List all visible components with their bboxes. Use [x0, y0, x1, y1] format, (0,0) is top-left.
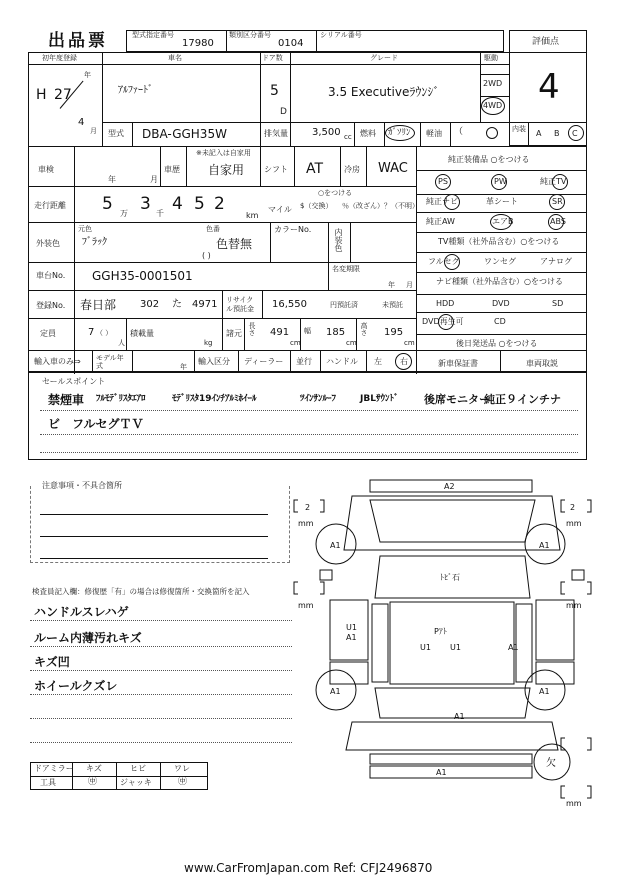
note-line-3: キズ凹: [34, 655, 70, 669]
mileage-man: 万: [120, 209, 128, 218]
ac-label: 冷房: [344, 165, 360, 174]
equip-abs: ABS: [550, 217, 566, 226]
mark-roof: Pｱﾄ: [434, 627, 447, 636]
handle-label: ハンドル: [326, 357, 358, 366]
equip-leather: 革シート: [486, 197, 518, 206]
mark-left-slide: U1: [420, 643, 431, 652]
legend-jack-mark: ㊥: [178, 777, 188, 787]
capacity-value: 7: [88, 327, 95, 338]
namechg-label: 名変期限: [332, 265, 360, 273]
equip-aw: 純正AW: [426, 217, 455, 226]
color-label: 外装色: [36, 239, 60, 248]
mark-fr-tire: A1: [539, 541, 550, 550]
doors-label: ドア数: [262, 54, 283, 62]
nav-dvdplay: DVD再生可: [422, 317, 464, 326]
mileage-opt-2: ％（改ざん）: [342, 202, 384, 210]
color-orig-label: 元色: [78, 225, 92, 233]
reg-month-unit: 月: [90, 127, 97, 135]
kind-label: 車歴: [164, 165, 180, 174]
car-name-label: 車名: [168, 54, 182, 62]
mileage-digit-2: 3: [140, 194, 151, 214]
type-label: 型式指定番号: [132, 31, 174, 39]
car-diagram: [290, 470, 620, 810]
chassis-no: GGH35-0001501: [92, 269, 193, 283]
inspect-year: 年: [108, 175, 116, 184]
fr-mm-two: 2: [570, 503, 576, 512]
fr-mm: mm: [566, 519, 582, 528]
capacity-person: 人: [118, 339, 125, 347]
equip-sr: SR: [552, 197, 563, 206]
oil-paren: （: [454, 127, 464, 137]
note-line-4: ホイールクズレ: [34, 679, 118, 693]
kind-note: ※未記入は自家用: [196, 149, 251, 157]
equip-title: 純正装備品 ○をつける: [448, 155, 530, 164]
door-type: D: [280, 107, 287, 117]
serial-label: シリアル番号: [320, 31, 362, 39]
namechg-year: 年: [388, 281, 395, 289]
parallel: 並行: [296, 357, 312, 366]
handle-right-circle: [395, 353, 412, 370]
sheet-title: 出品票: [48, 31, 108, 51]
equip-tv: 純正TV: [540, 177, 567, 186]
int-color-label: 内装色: [334, 228, 343, 252]
sales-label: セールスポイント: [42, 377, 106, 386]
mr-mm: mm: [566, 601, 582, 610]
sales-item-4: ﾂｲﾝｻﾝﾙｰﾌ: [300, 394, 337, 404]
tv-title: TV種類（社外品含む）○をつける: [438, 237, 560, 246]
fuel-label: 燃料: [360, 129, 376, 138]
sales-item-1: 禁煙車: [48, 393, 85, 407]
inspector-label: 検査員記入欄：修復歴「有」の場合は修復箇所・交換箇所を記入: [32, 587, 250, 596]
color-no-label: 色番: [206, 225, 220, 233]
legend-crack: ヒビ: [130, 764, 146, 773]
dealer: ディーラー: [244, 357, 284, 366]
fl-mm: mm: [298, 519, 314, 528]
mark-left-side-1: U1: [346, 623, 357, 632]
mileage-unit: km: [246, 211, 259, 220]
equip-nav-circle: [444, 194, 460, 210]
plate-number: 4971: [192, 299, 218, 310]
shift-label: シフト: [264, 165, 288, 174]
equip-ps-circle: [435, 174, 451, 190]
kind: 自家用: [208, 163, 245, 177]
interior-a: A: [536, 129, 542, 138]
fuel-circle: [385, 125, 415, 141]
mileage-label: 走行距離: [34, 201, 66, 210]
legend-jack: ジャッキ: [120, 778, 152, 787]
note-line-2: ルーム内薄汚れキズ: [34, 631, 142, 645]
mark-rr-tire: A1: [539, 687, 550, 696]
handle-right: 右: [400, 357, 408, 366]
plate-area: 春日部: [80, 298, 117, 312]
tv-fullseg: フルセグ: [428, 257, 460, 266]
reg-year-unit: 年: [84, 71, 91, 79]
grade-label: グレード: [370, 54, 398, 62]
height-unit: cm: [404, 339, 415, 347]
nav-cd: CD: [494, 317, 506, 326]
tv-fullseg-circle: [444, 254, 460, 270]
mileage-digit-3: 4: [172, 194, 183, 214]
mark-windshield: ﾄﾋﾞ石: [440, 573, 460, 582]
rr-mm: mm: [566, 799, 582, 808]
equip-pw: PW: [494, 177, 507, 186]
capacity-paren: （ ）: [96, 329, 113, 337]
length-label: 長さ: [248, 322, 256, 336]
class-number: 0104: [278, 38, 304, 49]
drive-4wd: 4WD: [483, 101, 503, 110]
notes-box: [30, 486, 290, 563]
import-label: 輸入車のみ⇒: [34, 357, 81, 366]
equip-airbag: エアB: [492, 217, 514, 226]
length: 491: [270, 327, 290, 338]
mileage-sen: 千: [156, 209, 164, 218]
legend-break: ワレ: [174, 764, 190, 773]
recycle-note: 円預託済: [330, 301, 358, 309]
nav-dvd: DVD: [492, 299, 510, 308]
sales-item-6: 後席モニター: [424, 393, 490, 406]
mile-label: マイル: [268, 205, 292, 214]
class-label: 類別区分番号: [229, 31, 271, 39]
namechg-month: 月: [406, 281, 413, 289]
disp-unit: cc: [344, 133, 352, 141]
width-unit: cm: [346, 339, 357, 347]
score-value: 4: [538, 67, 560, 107]
nav-title: ナビ種類（社外品含む）○をつける: [436, 277, 563, 286]
interior-label: 内装: [512, 125, 526, 133]
mark-rl-tire: A1: [330, 687, 341, 696]
fuel-value: ｶﾞｿﾘﾝ: [388, 128, 411, 138]
plate-kana: た: [172, 299, 182, 310]
nav-dvdplay-circle: [438, 314, 454, 330]
reg-era: H: [36, 87, 47, 103]
fl-mm-two: 2: [305, 503, 311, 512]
length-unit: cm: [290, 339, 301, 347]
equip-sr-circle: [549, 194, 565, 210]
height: 195: [384, 327, 404, 338]
model-year-label: モデル年式: [96, 354, 124, 370]
disp-label: 排気量: [264, 129, 288, 138]
oil-circle: [486, 127, 498, 139]
import-cat-label: 輸入区分: [198, 357, 230, 366]
model-year-unit: 年: [180, 363, 187, 371]
mark-fl-tire: A1: [330, 541, 341, 550]
mark-right-slide: U1: [450, 643, 461, 652]
interior-b: B: [554, 129, 560, 138]
footer-ref: www.CarFromJapan.com Ref: CFJ2496870: [184, 861, 433, 875]
mark-left-side-2: A1: [346, 633, 357, 642]
drive-4wd-circle: [481, 97, 505, 115]
inspect-label: 車検: [38, 165, 54, 174]
car-name: ｱﾙﾌｧｰﾄﾞ: [118, 85, 153, 96]
mark-front-bumper: A2: [444, 482, 455, 491]
colorno-label: カラーNo.: [274, 225, 312, 234]
shift: AT: [306, 161, 324, 177]
mark-right-side: A1: [508, 643, 519, 652]
mileage-digit-4: 5: [194, 194, 205, 214]
equip-nav: 純正ナビ: [426, 197, 458, 206]
later-manual: 車両取説: [526, 359, 558, 368]
interior-c-circle: [568, 125, 584, 141]
tv-analog: アナログ: [540, 257, 572, 266]
equip-airbag-circle: [490, 214, 512, 230]
nav-hdd: HDD: [436, 299, 455, 308]
mileage-opt-label: ○をつける: [318, 189, 353, 197]
repaint: 色替無: [216, 237, 253, 251]
mileage-opt-3: ？（不明）: [384, 202, 419, 210]
legend-mirror: ドアミラー: [34, 764, 74, 773]
doors: 5: [270, 83, 279, 99]
inspect-month: 月: [150, 175, 158, 184]
note-line-1: ハンドルスレハゲ: [34, 605, 129, 619]
height-label: 高さ: [360, 322, 368, 336]
model-label: 型式: [108, 129, 124, 138]
load-kg: kg: [204, 339, 213, 347]
model: DBA-GGH35W: [142, 127, 227, 141]
plate-class: 302: [140, 299, 160, 310]
drive-2wd: 2WD: [483, 79, 503, 88]
mark-missing: 欠: [546, 758, 556, 769]
reg-label: 初年度登録: [42, 54, 77, 62]
color-paren: ( ): [202, 251, 211, 260]
later-title: 後日発送品 ○をつける: [456, 339, 538, 348]
plate-label: 登録No.: [36, 301, 66, 310]
handle-left: 左: [374, 357, 382, 366]
mark-rear-bumper: A1: [436, 768, 447, 777]
sales-item-3: ﾓﾃﾞﾘｽﾀ19ｲﾝﾁｱﾙﾐﾎｲｰﾙ: [172, 394, 257, 404]
load-label: 積載量: [130, 329, 154, 338]
score-label: 評価点: [532, 37, 560, 47]
ac: WAC: [378, 161, 408, 176]
ml-mm: mm: [298, 601, 314, 610]
oil-label: 軽油: [426, 129, 442, 138]
dim-label: 諸元: [226, 329, 242, 338]
recycle-label: リサイクル預託金: [226, 296, 254, 313]
mileage-digit-5: 2: [214, 194, 225, 214]
notes-label: 注意事項・不具合箇所: [42, 481, 122, 490]
later-warranty: 新車保証書: [438, 359, 478, 368]
legend-scratch: キズ: [86, 764, 102, 773]
equip-pw-circle: [491, 174, 507, 190]
interior-c: C: [572, 129, 578, 138]
sales-item-2: ﾌﾙﾓﾃﾞﾘｽﾀｴｱﾛ: [96, 394, 146, 404]
type-number: 17980: [182, 38, 214, 49]
sales-box: [28, 372, 587, 460]
capacity-label: 定員: [40, 329, 56, 338]
nav-sd: SD: [552, 299, 564, 308]
legend-tools: 工具: [40, 778, 56, 787]
sales-line-2: ビ フルセグＴＶ: [48, 417, 144, 431]
drive-label: 駆動: [484, 54, 498, 62]
recycle-amount: 16,550: [272, 299, 307, 310]
equip-ps: PS: [438, 177, 448, 186]
width-label: 幅: [304, 327, 311, 335]
chassis-label: 車台No.: [36, 271, 66, 280]
mileage-opt-1: $（交換）: [300, 202, 333, 210]
sales-item-7: 純正９インチナ: [484, 393, 561, 406]
grade: 3.5 Executiveﾗｳﾝｼﾞ: [328, 85, 440, 99]
reg-year: 27: [54, 87, 72, 103]
disp: 3,500: [312, 127, 341, 138]
color-orig: ﾌﾞﾗｯｸ: [82, 237, 107, 248]
width: 185: [326, 327, 346, 338]
not-deposited: 未預託: [382, 301, 403, 309]
reg-month: 4: [78, 117, 85, 128]
tv-oneseg: ワンセグ: [484, 257, 516, 266]
mileage-digit-1: 5: [102, 194, 113, 214]
equip-tv-circle: [552, 174, 568, 190]
equip-abs-circle: [548, 214, 564, 230]
legend-tools-mark: ㊥: [88, 777, 98, 787]
sales-item-5: JBLｻｳﾝﾄﾞ: [360, 394, 399, 404]
mark-rear: A1: [454, 712, 465, 721]
